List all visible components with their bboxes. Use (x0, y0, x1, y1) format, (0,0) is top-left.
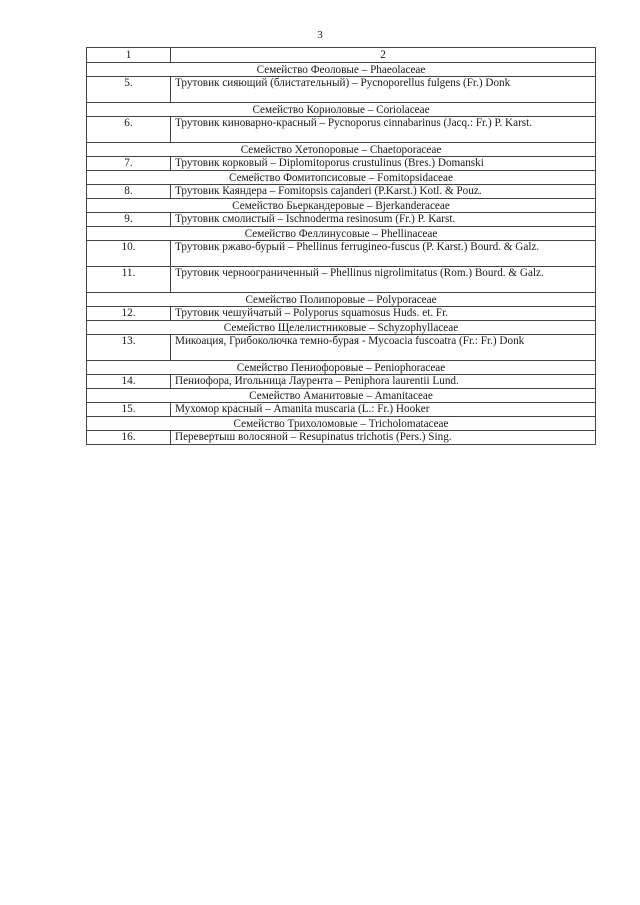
species-name: Трутовик черноограниченный – Phellinus nigrolimitatus (Rom.) Bourd. & Galz. (171, 267, 596, 293)
family-row (87, 227, 596, 241)
species-row (87, 185, 596, 199)
family-name: Семейство Хетопоровые – Chaetoporaceae (87, 143, 596, 157)
page-number: 3 (317, 29, 323, 41)
species-row (87, 117, 596, 143)
family-row (87, 389, 596, 403)
species-number: 15. (87, 403, 171, 417)
species-row (87, 335, 596, 361)
species-number: 8. (87, 185, 171, 199)
header-col-name: 2 (171, 48, 596, 63)
family-row (87, 143, 596, 157)
species-name: Мухомор красный – Amanita muscaria (L.: Fr.) Hooker (171, 403, 596, 417)
species-row (87, 241, 596, 267)
species-name: Трутовик смолистый – Ischnoderma resinosum (Fr.) P. Karst. (171, 213, 596, 227)
species-row (87, 403, 596, 417)
family-row (87, 171, 596, 185)
species-number: 5. (87, 77, 171, 103)
species-number: 16. (87, 431, 171, 445)
family-name: Семейство Кориоловые – Coriolaceae (87, 103, 596, 117)
family-row (87, 63, 596, 77)
species-name: Трутовик корковый – Diplomitoporus crustulinus (Bres.) Domanski (171, 157, 596, 171)
family-row (87, 293, 596, 307)
species-name: Трутовик Каяндера – Fomitopsis cajanderi (P.Karst.) Kotl. & Pouz. (171, 185, 596, 199)
species-number: 11. (87, 267, 171, 293)
species-number: 13. (87, 335, 171, 361)
species-name: Трутовик чешуйчатый – Polyporus squamosus Huds. et. Fr. (171, 307, 596, 321)
family-name: Семейство Фомитопсисовые – Fomitopsidaceae (87, 171, 596, 185)
species-number: 9. (87, 213, 171, 227)
species-row (87, 157, 596, 171)
family-name: Семейство Феоловые – Phaeolaceae (87, 63, 596, 77)
family-row (87, 361, 596, 375)
table-header-row (87, 48, 596, 63)
species-number: 12. (87, 307, 171, 321)
species-name: Микоация, Грибоколючка темно-бурая - Mycoacia fuscoatra (Fr.: Fr.) Donk (171, 335, 596, 361)
header-col-number: 1 (87, 48, 171, 63)
species-number: 6. (87, 117, 171, 143)
species-name: Трутовик ржаво-бурый – Phellinus ferrugineo-fuscus (P. Karst.) Bourd. & Galz. (171, 241, 596, 267)
species-row (87, 267, 596, 293)
species-name: Пениофора, Игольница Лаурента – Peniphora laurentii Lund. (171, 375, 596, 389)
species-name: Трутовик киноварно-красный – Pycnoporus cinnabarinus (Jacq.: Fr.) P. Karst. (171, 117, 596, 143)
family-row (87, 199, 596, 213)
species-row (87, 375, 596, 389)
family-row (87, 103, 596, 117)
family-name: Семейство Аманитовые – Amanitaceae (87, 389, 596, 403)
family-name: Семейство Щелелистниковые – Schyzophyllaceae (87, 321, 596, 335)
species-row (87, 431, 596, 445)
family-row (87, 321, 596, 335)
family-name: Семейство Пениофоровые – Peniophoraceae (87, 361, 596, 375)
species-row (87, 77, 596, 103)
family-name: Семейство Бьеркандеровые – Bjerkanderaceae (87, 199, 596, 213)
family-row (87, 417, 596, 431)
family-name: Семейство Полипоровые – Polyporaceae (87, 293, 596, 307)
family-name: Семейство Феллинусовые – Phellinaceae (87, 227, 596, 241)
species-number: 10. (87, 241, 171, 267)
species-row (87, 213, 596, 227)
species-name: Трутовик сияющий (блистательный) – Pycnoporellus fulgens (Fr.) Donk (171, 77, 596, 103)
species-number: 14. (87, 375, 171, 389)
family-name: Семейство Трихоломовые – Tricholomataceae (87, 417, 596, 431)
species-row (87, 307, 596, 321)
species-number: 7. (87, 157, 171, 171)
species-table (86, 47, 596, 445)
species-name: Перевертыш волосяной – Resupinatus trichotis (Pers.) Sing. (171, 431, 596, 445)
